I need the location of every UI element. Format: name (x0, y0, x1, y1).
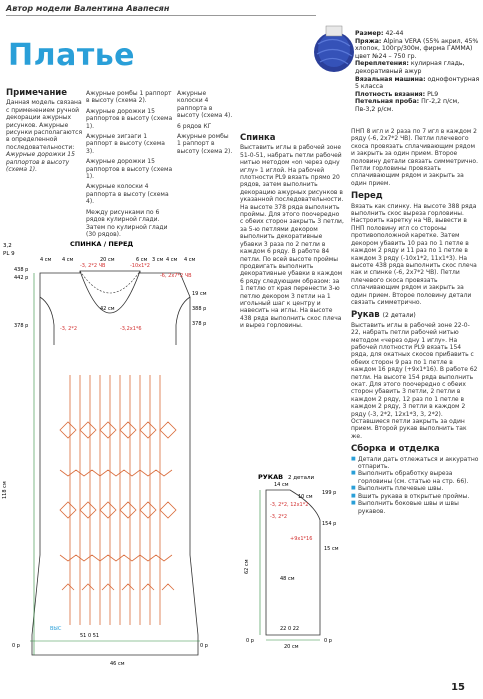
sleeve-heading: Рукав (351, 310, 380, 321)
back-neckline (80, 271, 140, 293)
label-h442: 442 р (14, 275, 29, 281)
note-list-item: 6 рядов КГ (177, 122, 212, 130)
assembly-list (351, 456, 479, 515)
front-back-diagram (0, 235, 240, 690)
sleeve-text: Выставить иглы в рабочей зоне 22-0-22, набрать петли рабочей нитью методом «через одну 1 иглу». На рабочей плотности PL9 вязать 154 ряда, для окатных скосов прибавить с обеих сторон 9 раз по 1 петле в каждом 16 ряду (+9х1*16). В работе 62 петли. На высоте 154 ряда выполнить окат. Для этого поочередно с обеих сторон убавить 3 петли, 2 петли в каждом 2 ряду, 12 раз по 1 петле в каждом 2 ряду, 3 петли в каждом 2 ряду (-3, 2*2, 12х1*3, 3, 2*2). Оставшиеся петли закрыть за один прием. Второй рукав выполнить так же. (351, 321, 478, 440)
shoulder-text: ПНП 8 игл и 2 раза по 7 игл в каждом 2 ряду (-6, 2х7*2 ЧВ). Петли плечевого скоса провязать сплачивающим рядом и закрыть за один прием. Второе половину детали связать симметрично. Петли горловины провязать сплачивающим рядом и закрыть за один прием. (351, 128, 479, 187)
assembly-item: ■ Вшить рукава в открытые проймы. (351, 493, 479, 500)
back-heading: Спинка (240, 133, 276, 143)
label-bottom: 51 0 51 (80, 633, 100, 639)
label-w4d: 4 см (184, 257, 196, 263)
label-h42: 42 см (100, 306, 115, 312)
note-column-3 (177, 90, 233, 155)
note-list-item: Ажурные зигзаги 1 раппорт в высоту (схема 3). (86, 133, 165, 155)
sleeve-r0: 0 р (246, 638, 254, 644)
note-list-item: Ажурные дорожки 15 раппортов в высоту (схема 1). (86, 158, 173, 181)
sleeve-r154: 154 р (322, 521, 337, 527)
sleeve-w14: 14 см (274, 482, 289, 488)
assembly-heading: Сборка и отделка (351, 444, 440, 455)
front-text: Вязать как спинку. На высоте 388 ряда выполнить скос выреза горловины. Настроить каретку на ЧВ, вывести в ПНП половину игл со стороны противоположной каретке. Затем декором убавить 10 раз по 1 петле в каждом 2 ряду и 11 раз по 1 петле в каждом 3 ряду (-10х1*2, 11х1*3). На высоте 438 ряда выполнить скос плеча как и спинке (-6, 2х7*2 ЧВ). Петли плечевого скоса провязать сплачивающим рядом и закрыть за один прием. Второе половину детали связать симметрично. (351, 202, 477, 306)
assembly-item: ■ Выполнить обработку выреза горловины (см. статью на стр. 66). (351, 470, 479, 485)
page-title: Платье (8, 38, 136, 73)
machine-value: однофонтурная 5 класса (355, 75, 480, 91)
sleeve-h48: 48 см (280, 576, 295, 582)
label-top2: PL 9 (3, 251, 15, 257)
label-w4c: 4 см (166, 257, 178, 263)
label-w4a: 4 см (40, 257, 52, 263)
label-h378-right: 378 р (192, 321, 207, 327)
label-side1: -3,2х1*6 (120, 326, 142, 332)
label-h19: 19 см (192, 291, 207, 297)
assembly-item: ■ Выполнить плечевые швы. (351, 485, 479, 492)
note-list-item: Между рисунками по 6 рядов кулирной глади. Затем по кулирной глади (30 рядов). (86, 208, 168, 238)
note-column (6, 90, 83, 173)
armhole-left (40, 297, 54, 345)
sample-label: Петельная проба: (355, 98, 420, 106)
yarn-ball-image (312, 24, 356, 74)
sleeve-h62: 62 см (244, 559, 250, 574)
density-value: PL9 (427, 90, 439, 98)
note-list-item: Ажурные ромбы 1 раппорт в высоту (схема 2). (86, 90, 172, 105)
note-text: Данная модель связана с применением ручной декорации ажурных рисунков. Ажурные рисунки располагаются в определенной последовательности: (6, 99, 83, 151)
label-r0b: 0 р (200, 643, 208, 649)
label-dec1: -3, 2*2 ЧВ (80, 263, 106, 269)
header-divider (6, 15, 316, 16)
label-h118: 118 см (2, 481, 8, 499)
right-column (351, 128, 479, 515)
sleeve-bottom: 22 0 22 (280, 626, 300, 632)
armhole-right (176, 297, 190, 345)
sleeve-r199: 199 р (322, 490, 337, 496)
specs-block (355, 30, 480, 114)
note-list-item: Ажурные колоски 4 раппорта в высоту (схема 4). (86, 183, 169, 206)
sleeve-inc: +9х1*16 (290, 536, 313, 542)
label-dec4: -3, 2*2 (60, 326, 78, 332)
sleeve-w10: 10 см (298, 494, 313, 500)
label-top1: 3,2 (3, 243, 12, 249)
sleeve-diagram (240, 470, 350, 690)
note-list-item: Ажурные колоски 4 раппорта в высоту (схема 4). (177, 90, 233, 120)
diagram-title: СПИНКА / ПЕРЕД (70, 240, 134, 248)
label-h378: 378 р (14, 323, 29, 329)
note-list-item: Ажурные дорожки 15 раппортов в высоту (схема 1). (86, 107, 173, 130)
back-text: Выставить иглы в рабочей зоне 51-0-51, набрать петли рабочей нитью методом «on через одну иглу» 1 иглой. На рабочей плотности PL9 вязать прямо 20 рядов, затем выполнить декорацию ажурных рисунков в указанной последовательности. На высоте 378 ряда выполнить проймы. Для этого поочередно с обеих сторон закрыть 3 петли, за 5-ю петлями декором выполнить декоративные убавки 3 раза по 2 петли в каждом 6 ряду. В работе 84 петли. По всей высоте проймы продвигать выполнить декоративные убавки в каждом 6 ряду следующим образом: за 1 петлю от края перенести 3-ю петлю декором 3 петли на 1 игольный шаг к центру и навесить на иглы. На высоте 438 ряда выполнить скос плеча и вырез горловины. (240, 144, 344, 330)
label-w46: 46 см (110, 661, 125, 667)
sleeve-15: 15 см (324, 546, 339, 552)
dress-outline (32, 271, 198, 655)
label-r0: 0 р (12, 643, 20, 649)
density-label: Плотность вязания: (355, 90, 426, 98)
yarn-label: Пряжа: (355, 37, 382, 45)
note-list-item: Ажурные дорожки 15 раппортов в высоту (схема 1). (6, 151, 75, 174)
label-hs: ВЫС (50, 626, 62, 632)
sleeve-outline (266, 490, 320, 635)
weave-label: Переплетения: (355, 60, 409, 68)
size-label: Размер: (355, 30, 384, 37)
label-w3: 3 см (152, 257, 164, 263)
label-h388: 388 р (192, 306, 207, 312)
label-h438: 438 р (14, 267, 29, 273)
page-number: 15 (451, 682, 465, 693)
sleeve-m3: -3, 2*2 (270, 514, 288, 520)
label-w4b: 4 см (62, 257, 74, 263)
label-dec2: -10х1*2 (130, 263, 150, 269)
machine-label: Вязальная машина: (355, 75, 426, 83)
label-w6: 6 см (136, 257, 148, 263)
yarn-value: Alpina VERA (55% акрил, 45% хлопок, 100гр/300м, фирма ГАММА) цвет №24 – 750 гр. (355, 37, 479, 60)
sample-value: Пг-2,2 п/см, Пв-3,2 р/см. (355, 98, 460, 113)
assembly-item: ■ Детали дать отлежаться и аккуратно отпарить. (351, 456, 479, 471)
front-heading: Перед (351, 191, 383, 202)
label-dec3: -6, 2х7*2 ЧВ (160, 273, 192, 279)
weave-value: кулирная гладь, декоративный ажур (355, 60, 465, 75)
size-value: 42-44 (385, 30, 404, 37)
sleeve-w20: 20 см (284, 644, 299, 650)
note-heading: Примечание (6, 88, 68, 98)
back-section (240, 135, 344, 330)
note-list-item: Ажурные ромбы 1 раппорт в высоту (схема 2). (177, 133, 233, 155)
sleeve-r0b: 0 р (324, 638, 332, 644)
sleeve-diagram-sub: 2 детали (288, 475, 315, 481)
note-column-2 (86, 90, 174, 238)
sleeve-diagram-title: РУКАВ (258, 473, 284, 481)
label-w20: 20 см (100, 257, 115, 263)
sleeve-dec: -3, 2*2, 12х1*2 (270, 502, 309, 508)
sleeve-subheading: (2 детали) (382, 312, 416, 320)
assembly-item: ■ Выполнить боковые швы и швы рукавов. (351, 500, 479, 515)
openwork-pattern (60, 375, 176, 625)
author-credit: Автор модели Валентина Авапесян (6, 4, 170, 13)
